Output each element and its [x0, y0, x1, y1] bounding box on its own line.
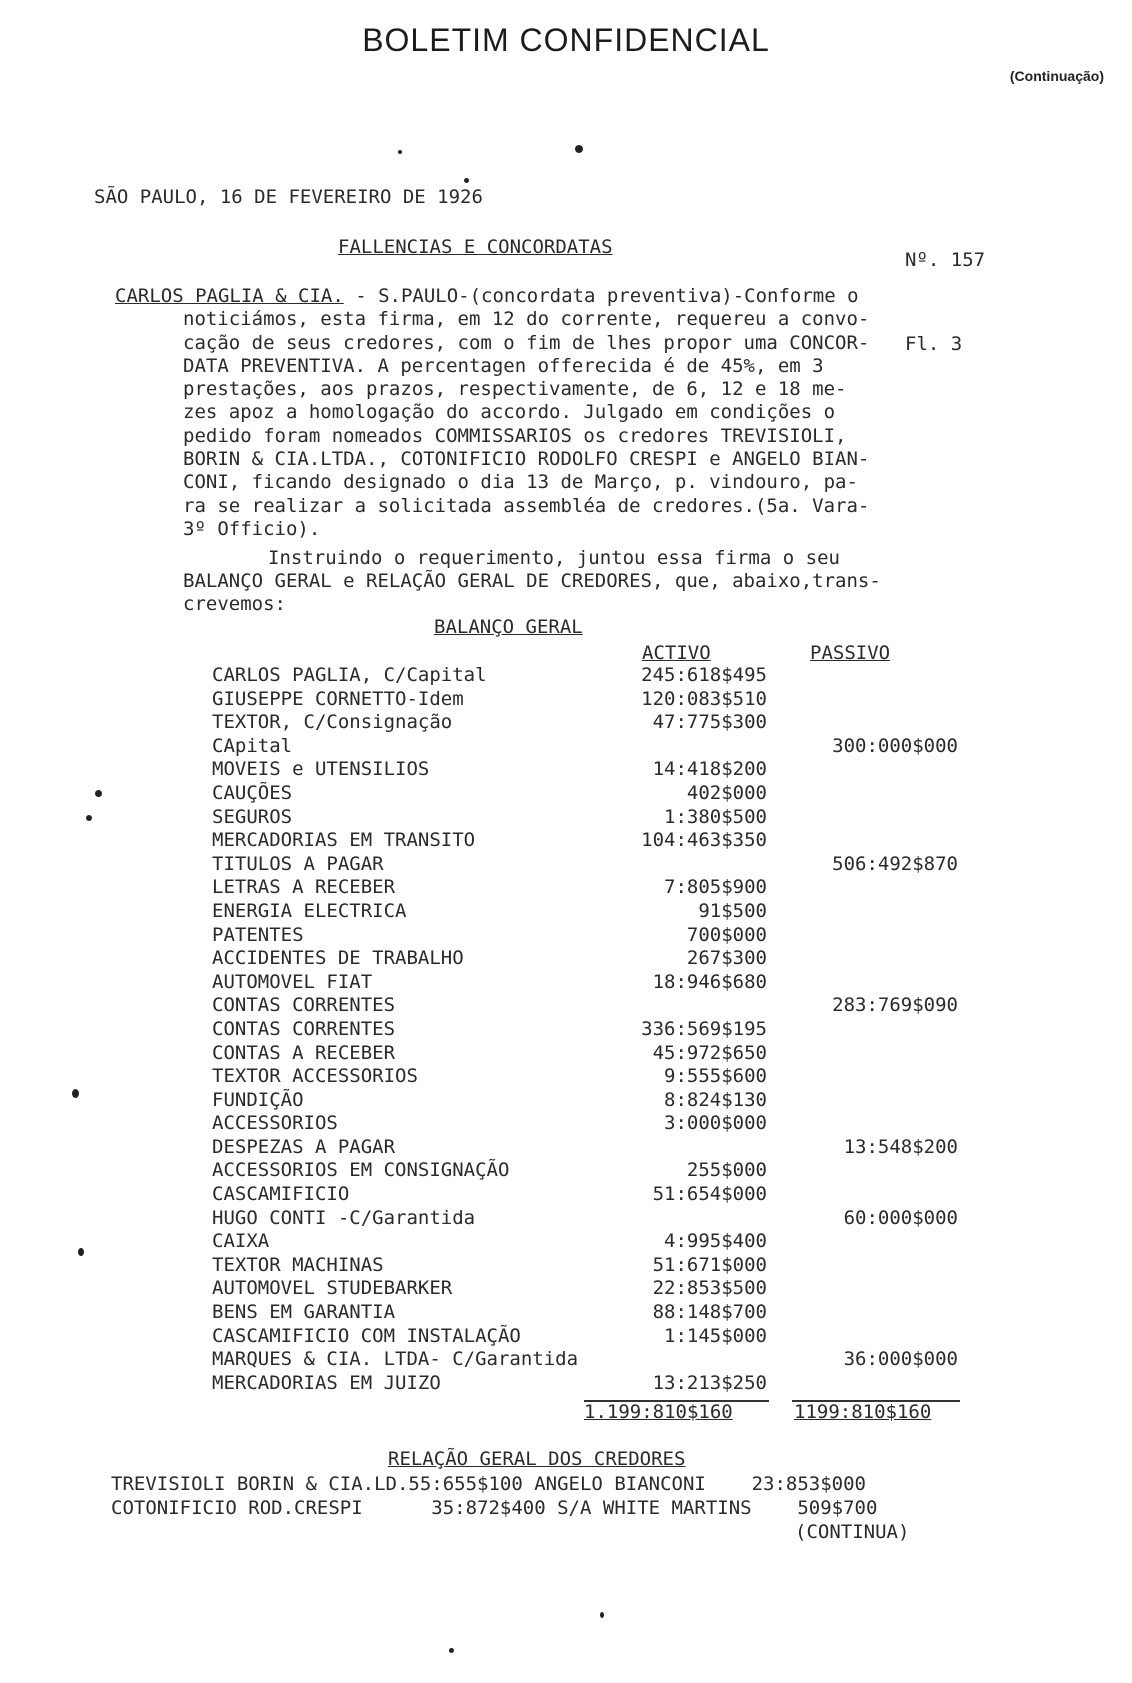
balance-row-activo: 45:972$650 — [652, 1041, 767, 1064]
balance-row-description: AUTOMOVEL STUDEBARKER — [212, 1277, 453, 1300]
entry-line-5: zes apoz a homologação do accordo. Julgado em condições o — [183, 401, 836, 424]
ink-speck — [95, 790, 102, 797]
balance-row-activo: 255$000 — [686, 1159, 767, 1182]
balance-row — [0, 1348, 1132, 1372]
balance-row — [0, 735, 1132, 759]
activo-header: ACTIVO — [642, 642, 711, 664]
balance-row — [0, 876, 1132, 900]
intro-paragraph — [183, 547, 1043, 616]
balance-row-description: TEXTOR ACCESSORIOS — [212, 1065, 418, 1088]
dateline: SÃO PAULO, 16 DE FEVEREIRO DE 1926 — [94, 186, 483, 208]
balance-row-description: MERCADORIAS EM JUIZO — [212, 1371, 441, 1394]
balance-row-description: DESPEZAS A PAGAR — [212, 1135, 396, 1158]
balance-row — [0, 1207, 1132, 1231]
balance-row-activo: 336:569$195 — [641, 1017, 767, 1040]
intro-line-1: BALANÇO GERAL e RELAÇÃO GERAL DE CREDORES, que, abaixo,trans- — [183, 570, 881, 592]
ink-speck — [72, 1089, 79, 1098]
entry-line-1: noticiámos, esta firma, em 12 do corrente, requereu a convo- — [183, 308, 870, 331]
balance-row-activo: 13:213$250 — [652, 1371, 767, 1394]
ink-speck — [449, 1648, 454, 1653]
balance-row — [0, 1042, 1132, 1066]
balance-row-activo: 51:671$000 — [652, 1253, 767, 1276]
balance-row-description: ACCESSORIOS — [212, 1112, 338, 1135]
entry-line-3: DATA PREVENTIVA. A percentagen offerecida é de 45%, em 3 — [183, 354, 824, 377]
balance-row-activo: 8:824$130 — [664, 1088, 767, 1111]
creditor-line: COTONIFICIO ROD.CRESPI 35:872$400 S/A WHITE MARTINS 509$700 — [111, 1497, 878, 1519]
bulletin-title: BOLETIM CONFIDENCIAL — [362, 22, 770, 58]
balance-row — [0, 688, 1132, 712]
balance-row-activo: 4:995$400 — [664, 1230, 767, 1253]
balance-row — [0, 1325, 1132, 1349]
balance-row-activo: 18:946$680 — [652, 970, 767, 993]
balance-row-activo: 22:853$500 — [652, 1277, 767, 1300]
balance-row — [0, 1183, 1132, 1207]
balance-row-passivo: 13:548$200 — [843, 1135, 958, 1158]
firm-name: CARLOS PAGLIA & CIA. — [115, 285, 344, 307]
entry-line-8: CONI, ficando designado o dia 13 de Março, p. vindouro, pa- — [183, 471, 858, 494]
balance-row-description: BENS EM GARANTIA — [212, 1301, 396, 1324]
entry-line-2: cação de seus credores, com o fim de lhes propor uma CONCOR- — [183, 331, 870, 354]
ink-speck — [86, 815, 92, 821]
balance-row — [0, 1065, 1132, 1089]
balance-rows — [0, 664, 1132, 1395]
balance-row-activo: 120:083$510 — [641, 687, 767, 710]
balance-row-activo: 91$500 — [698, 899, 767, 922]
balance-row-passivo: 36:000$000 — [843, 1348, 958, 1371]
entry-line-9: ra se realizar a solicitada assembléa de credores.(5a. Vara- — [183, 494, 870, 517]
balance-row — [0, 664, 1132, 688]
balance-row-description: CONTAS CORRENTES — [212, 994, 396, 1017]
balance-row-description: SEGUROS — [212, 805, 293, 828]
balance-row-description: CARLOS PAGLIA, C/Capital — [212, 664, 487, 686]
balance-row-activo: 104:463$350 — [641, 829, 767, 852]
balance-row-activo: 267$300 — [686, 947, 767, 970]
balance-row-description: CAUÇÕES — [212, 781, 293, 804]
balance-row — [0, 1136, 1132, 1160]
balance-row-description: TEXTOR, C/Consignação — [212, 711, 453, 734]
intro-line-0: Instruindo o requerimento, juntou essa firma o seu — [268, 547, 840, 569]
balance-row — [0, 994, 1132, 1018]
balance-row-description: CASCAMIFICIO — [212, 1183, 350, 1206]
ink-speck — [464, 178, 469, 183]
balance-row-description: TITULOS A PAGAR — [212, 852, 384, 875]
balance-row-activo: 14:418$200 — [652, 758, 767, 781]
sheet-number: Fl. 3 — [905, 333, 963, 355]
balance-row — [0, 806, 1132, 830]
balance-row-description: TEXTOR MACHINAS — [212, 1253, 384, 1276]
balance-row-activo: 245:618$495 — [641, 664, 767, 686]
balance-row-description: ACCIDENTES DE TRABALHO — [212, 947, 464, 970]
ink-speck — [398, 150, 402, 154]
balance-row-activo: 88:148$700 — [652, 1301, 767, 1324]
balance-row — [0, 900, 1132, 924]
balance-row-passivo: 506:492$870 — [832, 852, 958, 875]
balance-row — [0, 1159, 1132, 1183]
balance-row-activo: 402$000 — [686, 781, 767, 804]
balance-row-description: ACCESSORIOS EM CONSIGNAÇÃO — [212, 1159, 510, 1182]
balance-row-description: MOVEIS e UTENSILIOS — [212, 758, 430, 781]
balance-row — [0, 1230, 1132, 1254]
balance-row — [0, 1089, 1132, 1113]
balance-row-description: GIUSEPPE CORNETTO-Idem — [212, 687, 464, 710]
balance-row — [0, 947, 1132, 971]
balance-row-description: PATENTES — [212, 923, 304, 946]
balance-row-passivo: 283:769$090 — [832, 994, 958, 1017]
balance-row-activo: 9:555$600 — [664, 1065, 767, 1088]
balance-title: BALANÇO GERAL — [434, 616, 583, 638]
balance-row-description: FUNDIÇÃO — [212, 1088, 304, 1111]
creditors-title: RELAÇÃO GERAL DOS CREDORES — [388, 1448, 686, 1470]
balance-row-description: LETRAS A RECEBER — [212, 876, 396, 899]
bulletin-number: Nº. 157 — [905, 249, 986, 271]
ink-speck — [575, 145, 583, 153]
balance-row-description: AUTOMOVEL FIAT — [212, 970, 373, 993]
balance-row — [0, 829, 1132, 853]
balance-row-activo: 47:775$300 — [652, 711, 767, 734]
intro-line-2: crevemos: — [183, 593, 286, 615]
balance-row-passivo: 60:000$000 — [843, 1206, 958, 1229]
balance-row-activo: 700$000 — [686, 923, 767, 946]
entry-line-10: 3º Officio). — [183, 517, 321, 540]
balance-row-activo: 51:654$000 — [652, 1183, 767, 1206]
balance-row — [0, 711, 1132, 735]
balance-row-description: ENERGIA ELECTRICA — [212, 899, 407, 922]
continuation-note: (Continuação) — [1009, 68, 1104, 84]
balance-row — [0, 1018, 1132, 1042]
entry-line-4: prestações, aos prazos, respectivamente, de 6, 12 e 18 me- — [183, 378, 847, 401]
entry-line-6: pedido foram nomeados COMMISSARIOS os credores TREVISIOLI, — [183, 424, 847, 447]
balance-row-activo: 1:145$000 — [664, 1324, 767, 1347]
balance-row — [0, 924, 1132, 948]
continues-note: (CONTINUA) — [795, 1521, 910, 1543]
balance-row-activo: 7:805$900 — [664, 876, 767, 899]
entry-paragraph — [115, 285, 1045, 541]
total-activo: 1.199:810$160 — [584, 1401, 733, 1423]
entry-line-0: CARLOS PAGLIA & CIA. - S.PAULO-(concordata preventiva)-Conforme o — [115, 285, 859, 307]
ink-speck — [78, 1248, 84, 1256]
balance-row-description: MARQUES & CIA. LTDA- C/Garantida — [212, 1348, 579, 1371]
entry-line-7: BORIN & CIA.LTDA., COTONIFICIO RODOLFO CRESPI e ANGELO BIAN- — [183, 448, 870, 471]
passivo-header: PASSIVO — [810, 642, 891, 664]
balance-row-description: CONTAS CORRENTES — [212, 1017, 396, 1040]
balance-row — [0, 1254, 1132, 1278]
balance-row-passivo: 300:000$000 — [832, 734, 958, 757]
balance-row-description: CASCAMIFICIO COM INSTALAÇÃO — [212, 1324, 521, 1347]
total-passivo: 1199:810$160 — [794, 1401, 932, 1423]
balance-row-description: CApital — [212, 734, 293, 757]
balance-row — [0, 1112, 1132, 1136]
balance-row-description: MERCADORIAS EM TRANSITO — [212, 829, 476, 852]
ink-speck — [600, 1612, 604, 1618]
balance-row-description: CAIXA — [212, 1230, 270, 1253]
balance-row — [0, 782, 1132, 806]
balance-row-description: CONTAS A RECEBER — [212, 1041, 396, 1064]
balance-row-description: HUGO CONTI -C/Garantida — [212, 1206, 476, 1229]
balance-row-activo: 1:380$500 — [664, 805, 767, 828]
balance-row-activo: 3:000$000 — [664, 1112, 767, 1135]
balance-row — [0, 758, 1132, 782]
balance-row — [0, 1301, 1132, 1325]
section-title: FALLENCIAS E CONCORDATAS — [338, 236, 613, 258]
creditor-line: TREVISIOLI BORIN & CIA.LD.55:655$100 ANGELO BIANCONI 23:853$000 — [111, 1473, 866, 1495]
balance-row — [0, 1277, 1132, 1301]
balance-row — [0, 853, 1132, 877]
balance-row — [0, 1372, 1132, 1396]
balance-row — [0, 971, 1132, 995]
